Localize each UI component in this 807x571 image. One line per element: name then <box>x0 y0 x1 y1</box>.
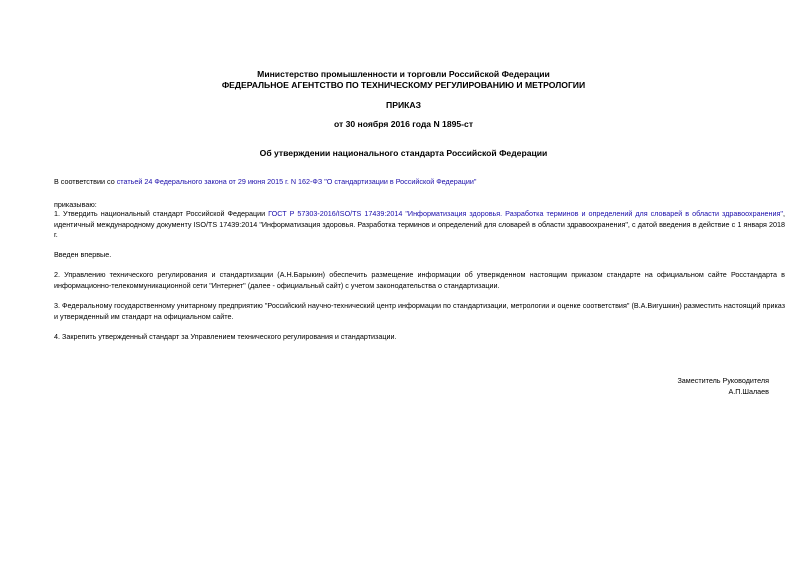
law-article-link[interactable]: статьей 24 Федерального закона от 29 июня 2015 г. N 162-ФЗ "О стандартизации в Российской Федерации" <box>116 177 477 186</box>
item-1-prefix: 1. Утвердить национальный стандарт Российской Федерации <box>54 209 269 218</box>
agency-heading: ФЕДЕРАЛЬНОЕ АГЕНТСТВО ПО ТЕХНИЧЕСКОМУ РЕГУЛИРОВАНИЮ И МЕТРОЛОГИИ <box>221 80 586 90</box>
item-1-paragraph <box>38 209 785 241</box>
order-date: от 30 ноября 2016 года N 1895-ст <box>333 119 474 129</box>
item-2-paragraph: 2. Управлению технического регулирования и стандартизации (А.Н.Барыкин) обеспечить размещение информации об утвержденном настоящим приказом стандарте на официальном сайте Росстандарта в информационно-телекоммуникационной сети "Интернет" (далее - официальный сайт) с учетом законодательства о стандартизации. <box>54 270 785 290</box>
order-heading: ПРИКАЗ <box>386 100 421 110</box>
ministry-heading: Министерство промышленности и торговли Российской Федерации <box>257 69 550 79</box>
intro-prefix: В соответствии со <box>54 177 117 186</box>
intro-paragraph <box>38 177 785 188</box>
first-time-note: Введен впервые. <box>54 250 112 259</box>
item-4-paragraph: 4. Закрепить утвержденный стандарт за Управлением технического регулирования и стандартизации. <box>54 332 397 341</box>
item-3-paragraph: 3. Федеральному государственному унитарному предприятию "Российский научно-технический центр информации по стандартизации, метрологии и оценке соответствия" (В.А.Вигушкин) разместить настоящий приказ и утвержденный им стандарт на официальном сайте. <box>54 301 785 321</box>
gost-standard-link[interactable]: ГОСТ Р 57303-2016/ISO/TS 17439:2014 "Информатизация здоровья. Разработка терминов и определений для словарей в области здравоохранения" <box>268 209 783 218</box>
signatory-role: Заместитель Руководителя <box>677 376 769 385</box>
signatory-name: А.П.Шалаев <box>728 387 769 396</box>
document-title: Об утверждении национального стандарта Российской Федерации <box>259 148 548 158</box>
order-word: приказываю: <box>54 200 97 209</box>
item-1-suffix: , идентичный международному документу ISO/TS 17439:2014 "Информатизация здоровья. Разработка терминов и определений для словарей в области здравоохранения", с датой введения в действие с 1 января 2018 г. <box>54 209 785 240</box>
